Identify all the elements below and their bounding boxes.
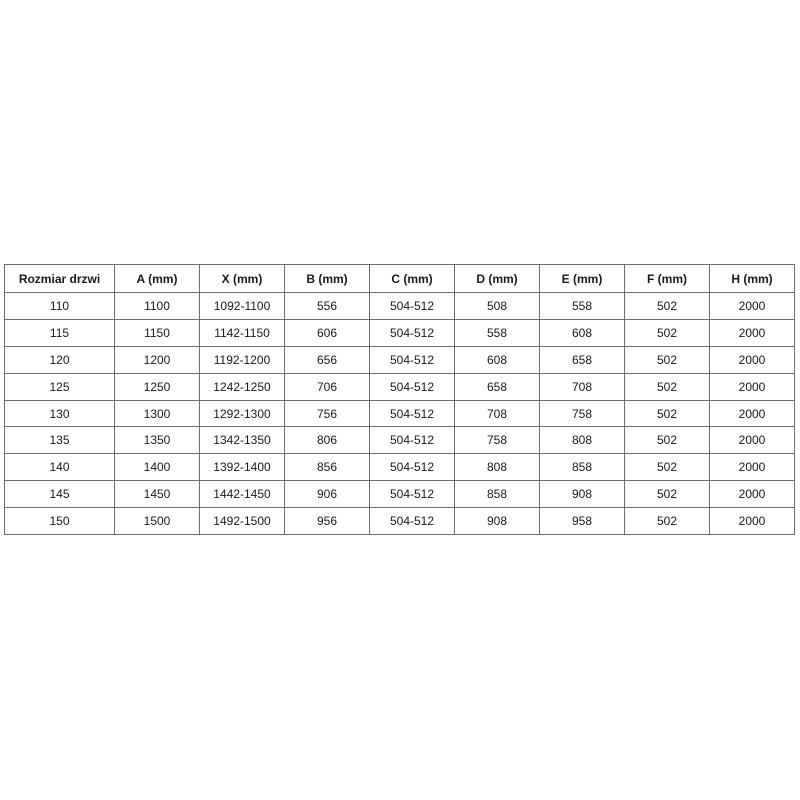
table-cell: 504-512 bbox=[370, 346, 455, 373]
table-cell: 2000 bbox=[710, 346, 795, 373]
table-cell: 658 bbox=[455, 373, 540, 400]
table-cell: 706 bbox=[285, 373, 370, 400]
table-cell: 1400 bbox=[115, 454, 200, 481]
table-cell: 120 bbox=[5, 346, 115, 373]
table-cell: 856 bbox=[285, 454, 370, 481]
table-cell: 556 bbox=[285, 293, 370, 320]
door-dimensions-table bbox=[4, 264, 795, 535]
table-cell: 502 bbox=[625, 293, 710, 320]
table-cell: 504-512 bbox=[370, 508, 455, 535]
table-cell: 502 bbox=[625, 346, 710, 373]
table-cell: 758 bbox=[455, 427, 540, 454]
table-cell: 502 bbox=[625, 508, 710, 535]
table-cell: 1200 bbox=[115, 346, 200, 373]
table-cell: 1500 bbox=[115, 508, 200, 535]
table-cell: 140 bbox=[5, 454, 115, 481]
table-cell: 2000 bbox=[710, 400, 795, 427]
table-cell: 756 bbox=[285, 400, 370, 427]
column-header: H (mm) bbox=[710, 265, 795, 293]
table-cell: 908 bbox=[540, 481, 625, 508]
table-cell: 145 bbox=[5, 481, 115, 508]
table-cell: 808 bbox=[540, 427, 625, 454]
table-cell: 1392-1400 bbox=[200, 454, 285, 481]
column-header: Rozmiar drzwi bbox=[5, 265, 115, 293]
table-cell: 1092-1100 bbox=[200, 293, 285, 320]
table-cell: 502 bbox=[625, 400, 710, 427]
table-cell: 130 bbox=[5, 400, 115, 427]
table-cell: 504-512 bbox=[370, 319, 455, 346]
table-cell: 502 bbox=[625, 319, 710, 346]
table-cell: 504-512 bbox=[370, 400, 455, 427]
column-header: E (mm) bbox=[540, 265, 625, 293]
table-cell: 658 bbox=[540, 346, 625, 373]
table-cell: 908 bbox=[455, 508, 540, 535]
table-row bbox=[5, 427, 795, 454]
table-cell: 806 bbox=[285, 427, 370, 454]
table-cell: 504-512 bbox=[370, 373, 455, 400]
table-cell: 906 bbox=[285, 481, 370, 508]
table-cell: 502 bbox=[625, 427, 710, 454]
table-cell: 708 bbox=[540, 373, 625, 400]
table-row bbox=[5, 346, 795, 373]
table-cell: 1492-1500 bbox=[200, 508, 285, 535]
table-cell: 656 bbox=[285, 346, 370, 373]
table-cell: 115 bbox=[5, 319, 115, 346]
table-cell: 1192-1200 bbox=[200, 346, 285, 373]
table-cell: 2000 bbox=[710, 373, 795, 400]
table-cell: 608 bbox=[455, 346, 540, 373]
table-cell: 502 bbox=[625, 454, 710, 481]
table-cell: 508 bbox=[455, 293, 540, 320]
table-cell: 504-512 bbox=[370, 481, 455, 508]
table-cell: 1300 bbox=[115, 400, 200, 427]
table-cell: 150 bbox=[5, 508, 115, 535]
table-row bbox=[5, 481, 795, 508]
table-row bbox=[5, 319, 795, 346]
column-header: B (mm) bbox=[285, 265, 370, 293]
table-cell: 504-512 bbox=[370, 454, 455, 481]
table-cell: 110 bbox=[5, 293, 115, 320]
table-row bbox=[5, 373, 795, 400]
table-cell: 558 bbox=[455, 319, 540, 346]
table-cell: 2000 bbox=[710, 319, 795, 346]
table-cell: 1442-1450 bbox=[200, 481, 285, 508]
column-header: F (mm) bbox=[625, 265, 710, 293]
table-cell: 1342-1350 bbox=[200, 427, 285, 454]
table-cell: 606 bbox=[285, 319, 370, 346]
table-cell: 1292-1300 bbox=[200, 400, 285, 427]
table-cell: 504-512 bbox=[370, 293, 455, 320]
table-cell: 504-512 bbox=[370, 427, 455, 454]
table-cell: 1242-1250 bbox=[200, 373, 285, 400]
table-cell: 2000 bbox=[710, 427, 795, 454]
table-cell: 135 bbox=[5, 427, 115, 454]
table-row bbox=[5, 454, 795, 481]
table-cell: 858 bbox=[540, 454, 625, 481]
table-cell: 1350 bbox=[115, 427, 200, 454]
table-cell: 1142-1150 bbox=[200, 319, 285, 346]
table-cell: 2000 bbox=[710, 508, 795, 535]
table-cell: 558 bbox=[540, 293, 625, 320]
table-cell: 708 bbox=[455, 400, 540, 427]
table-cell: 858 bbox=[455, 481, 540, 508]
table-cell: 808 bbox=[455, 454, 540, 481]
column-header: X (mm) bbox=[200, 265, 285, 293]
table-cell: 1100 bbox=[115, 293, 200, 320]
table-row bbox=[5, 508, 795, 535]
table-row bbox=[5, 400, 795, 427]
table-cell: 758 bbox=[540, 400, 625, 427]
table-cell: 125 bbox=[5, 373, 115, 400]
table-cell: 958 bbox=[540, 508, 625, 535]
column-header: D (mm) bbox=[455, 265, 540, 293]
column-header: A (mm) bbox=[115, 265, 200, 293]
table-cell: 1150 bbox=[115, 319, 200, 346]
table-cell: 1450 bbox=[115, 481, 200, 508]
table-cell: 2000 bbox=[710, 481, 795, 508]
table-cell: 502 bbox=[625, 481, 710, 508]
table-cell: 2000 bbox=[710, 454, 795, 481]
table-cell: 956 bbox=[285, 508, 370, 535]
table-cell: 2000 bbox=[710, 293, 795, 320]
table-header-row bbox=[5, 265, 795, 293]
table-cell: 1250 bbox=[115, 373, 200, 400]
table-cell: 608 bbox=[540, 319, 625, 346]
column-header: C (mm) bbox=[370, 265, 455, 293]
table-cell: 502 bbox=[625, 373, 710, 400]
table-row bbox=[5, 293, 795, 320]
